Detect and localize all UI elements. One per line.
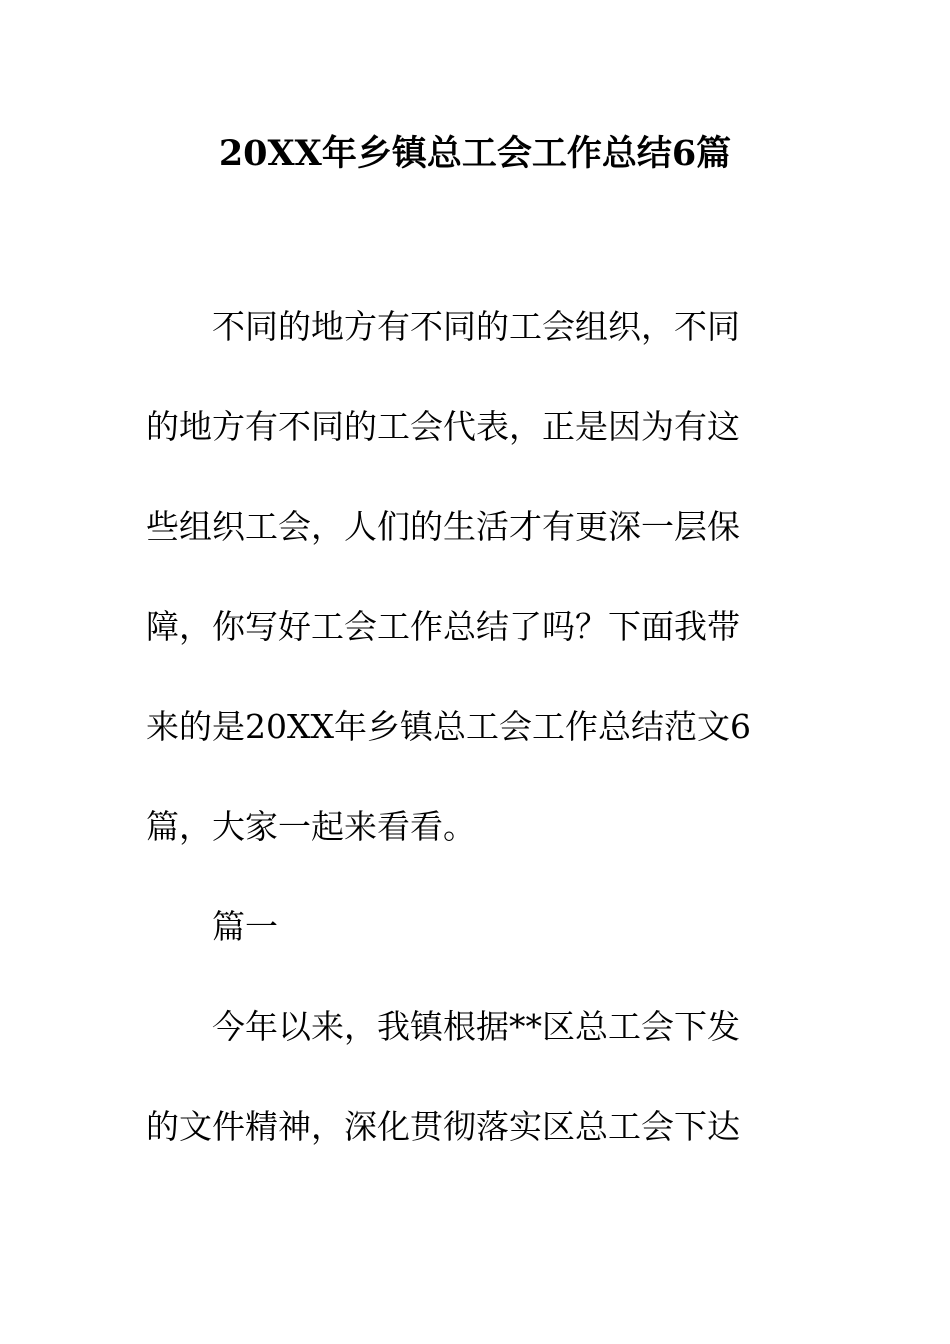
paragraph-line: 不同的地方有不同的工会组织，不同 <box>146 307 740 346</box>
paragraph-line: 的文件精神，深化贯彻落实区总工会下达 <box>146 1107 740 1146</box>
paragraph-line: 今年以来，我镇根据**区总工会下发 <box>146 1007 740 1046</box>
paragraph-line: 篇，大家一起来看看。 <box>146 807 476 846</box>
document-title: 20XX年乡镇总工会工作总结6篇 <box>218 133 732 174</box>
paragraph-line: 的地方有不同的工会代表，正是因为有这 <box>146 407 740 446</box>
section-heading: 篇一 <box>146 907 278 946</box>
paragraph-line: 障，你写好工会工作总结了吗？下面我带 <box>146 607 740 646</box>
paragraph-line: 些组织工会，人们的生活才有更深一层保 <box>146 507 740 546</box>
paragraph-line: 来的是20XX年乡镇总工会工作总结范文6 <box>146 707 751 746</box>
